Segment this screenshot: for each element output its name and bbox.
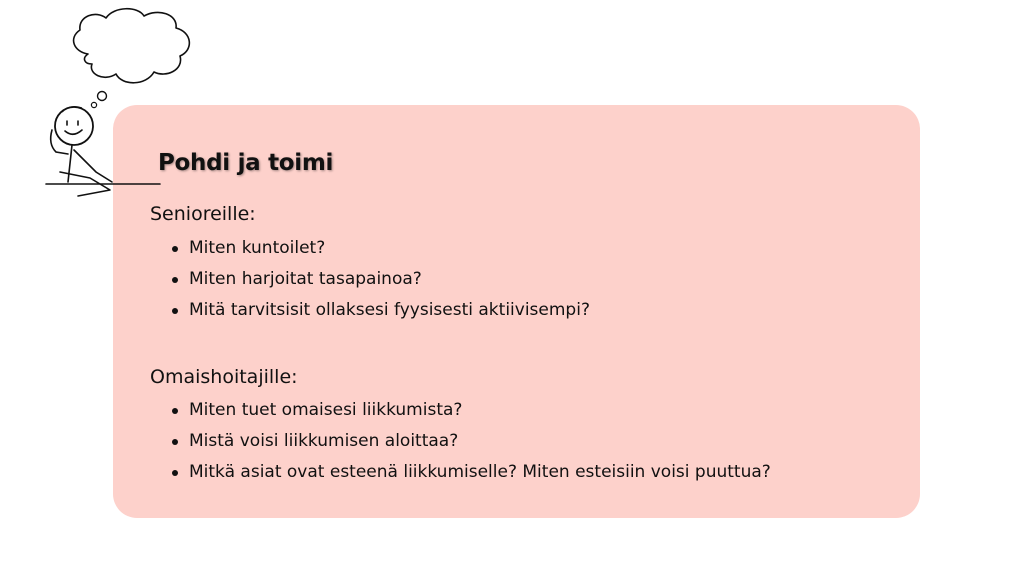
question-list-seniors bbox=[170, 236, 590, 329]
list-item: Mitkä asiat ovat esteenä liikkumiselle? Miten esteisiin voisi puuttua? bbox=[170, 460, 771, 491]
list-item: Miten harjoitat tasapainoa? bbox=[170, 267, 590, 298]
question-list-caregivers bbox=[170, 398, 771, 491]
section-heading-seniors: Senioreille: bbox=[150, 203, 256, 225]
section-heading-caregivers: Omaishoitajille: bbox=[150, 366, 298, 388]
list-item: Miten tuet omaisesi liikkumista? bbox=[170, 398, 771, 429]
list-item: Miten kuntoilet? bbox=[170, 236, 590, 267]
list-item: Mistä voisi liikkumisen aloittaa? bbox=[170, 429, 771, 460]
thought-bubble-icon bbox=[74, 9, 190, 83]
list-item: Mitä tarvitsisit ollaksesi fyysisesti aktiivisempi? bbox=[170, 298, 590, 329]
slide-title: Pohdi ja toimi bbox=[158, 150, 334, 176]
